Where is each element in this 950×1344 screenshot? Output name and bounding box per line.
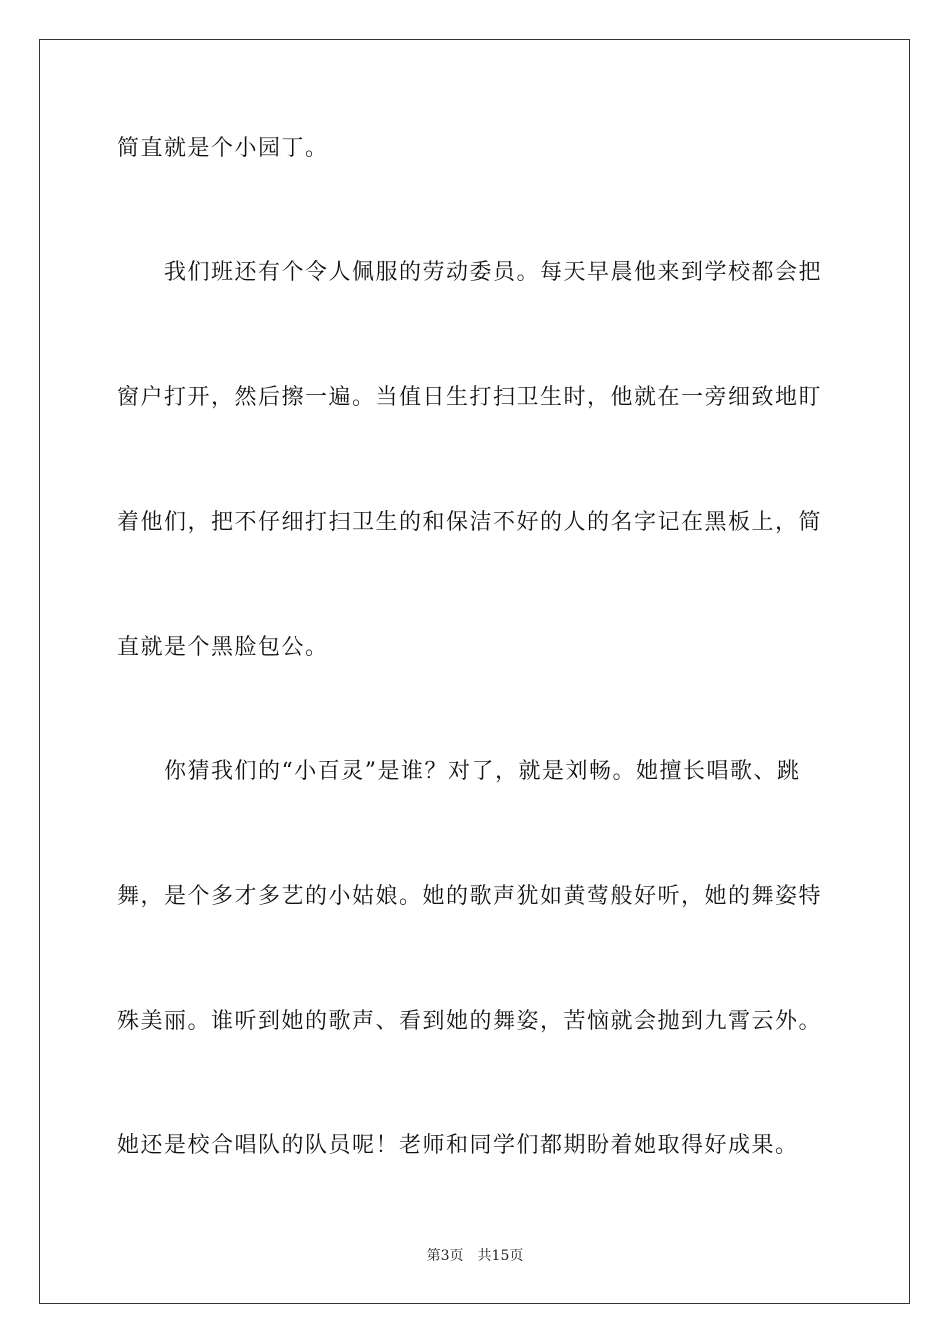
text-line: 着他们，把不仔细打扫卫生的和保洁不好的人的名字记在黑板上，简	[117, 510, 823, 535]
text-line: 直就是个黑脸包公。	[117, 635, 329, 660]
text-line: 殊美丽。谁听到她的歌声、看到她的舞姿，苦恼就会抛到九霄云外。	[117, 1009, 823, 1034]
text-line: 简直就是个小园丁。	[117, 136, 329, 161]
page-number: 第3页	[426, 1248, 464, 1264]
text-line: 舞，是个多才多艺的小姑娘。她的歌声犹如黄莺般好听，她的舞姿特	[117, 884, 823, 909]
paragraph-start-line: 你猜我们的“小百灵”是谁？对了，就是刘畅。她擅长唱歌、跳	[117, 759, 801, 784]
page-total: 共15页	[477, 1248, 524, 1264]
page-border	[39, 39, 910, 1304]
text-line: 她还是校合唱队的队员呢！老师和同学们都期盼着她取得好成果。	[117, 1133, 799, 1158]
text-line: 窗户打开，然后擦一遍。当值日生打扫卫生时，他就在一旁细致地盯	[117, 385, 823, 410]
paragraph-start-line: 我们班还有个令人佩服的劳动委员。每天早晨他来到学校都会把	[117, 260, 823, 285]
page-footer	[0, 1246, 950, 1266]
